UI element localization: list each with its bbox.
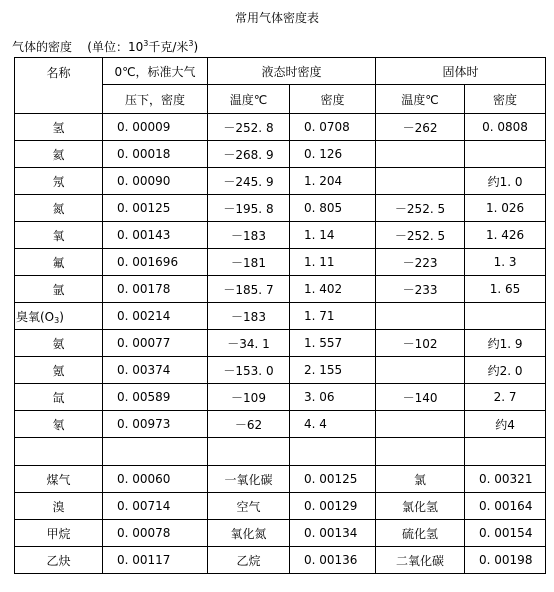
table-row xyxy=(15,520,546,547)
header-std-line2: 压下，密度 xyxy=(103,85,208,114)
table-row xyxy=(15,357,546,384)
table-row xyxy=(15,249,546,276)
unit-exponent-2: 3 xyxy=(188,39,194,48)
unit-caption-prefix: 气体的密度 (单位：10 xyxy=(12,40,144,54)
gas-name: 氮 xyxy=(15,195,103,222)
table-row xyxy=(15,276,546,303)
unit-exponent: 3 xyxy=(143,39,149,48)
solid-temp: －262 xyxy=(376,114,465,141)
gas-name: 硫化氢 xyxy=(376,520,465,547)
solid-temp: －223 xyxy=(376,249,465,276)
gas-name: 一氧化碳 xyxy=(208,466,290,493)
gas-name: 氩 xyxy=(15,276,103,303)
gas-density: 0. 00060 xyxy=(103,466,208,493)
liquid-density: 0. 0708 xyxy=(290,114,376,141)
gas-name: 氢 xyxy=(15,114,103,141)
gas-name: 甲烷 xyxy=(15,520,103,547)
gas-density: 0. 00198 xyxy=(465,547,546,574)
unit-caption xyxy=(12,38,198,55)
liquid-temp: －109 xyxy=(208,384,290,411)
header-liquid-temp: 温度℃ xyxy=(208,85,290,114)
gas-name: 氯 xyxy=(376,466,465,493)
gas-density: 0. 00078 xyxy=(103,520,208,547)
table-row xyxy=(15,466,546,493)
liquid-density: 1. 14 xyxy=(290,222,376,249)
liquid-temp: －34. 1 xyxy=(208,330,290,357)
liquid-density: 4. 4 xyxy=(290,411,376,438)
ozone-suffix: ) xyxy=(59,309,64,324)
gas-density: 0. 00125 xyxy=(290,466,376,493)
table-row xyxy=(15,168,546,195)
solid-temp xyxy=(376,303,465,330)
header-liquid: 液态时密度 xyxy=(208,58,376,85)
unit-caption-suffix: ) xyxy=(193,40,199,54)
gas-name: 氟 xyxy=(15,249,103,276)
page-title: 常用气体密度表 xyxy=(234,11,319,25)
std-density: 0. 00143 xyxy=(103,222,208,249)
std-density: 0. 00214 xyxy=(103,303,208,330)
gas-name: 氦 xyxy=(15,141,103,168)
solid-temp xyxy=(376,141,465,168)
solid-density: 约1. 0 xyxy=(465,168,546,195)
liquid-temp: －185. 7 xyxy=(208,276,290,303)
liquid-temp: －195. 8 xyxy=(208,195,290,222)
empty-cell xyxy=(15,438,103,466)
gas-name: 氧 xyxy=(15,222,103,249)
table-row xyxy=(15,411,546,438)
solid-temp xyxy=(376,357,465,384)
liquid-density: 1. 557 xyxy=(290,330,376,357)
gas-density: 0. 00164 xyxy=(465,493,546,520)
gas-density: 0. 00136 xyxy=(290,547,376,574)
gas-name: 氖 xyxy=(15,168,103,195)
liquid-density: 1. 402 xyxy=(290,276,376,303)
gas-density-table xyxy=(14,57,546,574)
table-row xyxy=(15,384,546,411)
liquid-density: 3. 06 xyxy=(290,384,376,411)
gas-name: 乙烷 xyxy=(208,547,290,574)
liquid-temp: －252. 8 xyxy=(208,114,290,141)
empty-cell xyxy=(465,438,546,466)
std-density: 0. 00973 xyxy=(103,411,208,438)
gas-name: 氡 xyxy=(15,411,103,438)
liquid-temp: －183 xyxy=(208,303,290,330)
table-row xyxy=(15,141,546,168)
gas-name: 乙炔 xyxy=(15,547,103,574)
gas-name: 二氧化碳 xyxy=(376,547,465,574)
gas-density: 0. 00129 xyxy=(290,493,376,520)
table-row xyxy=(15,195,546,222)
table-row xyxy=(15,493,546,520)
solid-density: 约2. 0 xyxy=(465,357,546,384)
header-solid-density: 密度 xyxy=(465,85,546,114)
solid-density: 约1. 9 xyxy=(465,330,546,357)
empty-cell xyxy=(376,438,465,466)
gas-name: 氧化氮 xyxy=(208,520,290,547)
solid-density xyxy=(465,141,546,168)
gas-name: 氙 xyxy=(15,384,103,411)
gas-name: 煤气 xyxy=(15,466,103,493)
solid-temp xyxy=(376,168,465,195)
gas-name: 氪 xyxy=(15,357,103,384)
std-density: 0. 00090 xyxy=(103,168,208,195)
solid-density: 1. 65 xyxy=(465,276,546,303)
empty-cell xyxy=(103,438,208,466)
liquid-density: 1. 204 xyxy=(290,168,376,195)
gas-name xyxy=(15,303,103,330)
liquid-temp: －183 xyxy=(208,222,290,249)
gas-density: 0. 00117 xyxy=(103,547,208,574)
std-density: 0. 00178 xyxy=(103,276,208,303)
table-row xyxy=(15,222,546,249)
liquid-density: 1. 11 xyxy=(290,249,376,276)
header-solid: 固体时 xyxy=(376,58,546,85)
solid-temp: －233 xyxy=(376,276,465,303)
header-liquid-density: 密度 xyxy=(290,85,376,114)
table-row xyxy=(15,303,546,330)
gas-density: 0. 00154 xyxy=(465,520,546,547)
liquid-density: 1. 71 xyxy=(290,303,376,330)
std-density: 0. 00374 xyxy=(103,357,208,384)
liquid-density: 2. 155 xyxy=(290,357,376,384)
header-name: 名称 xyxy=(15,58,103,114)
header-row-1 xyxy=(15,58,546,85)
liquid-density: 0. 805 xyxy=(290,195,376,222)
header-std-line1: 0℃，标准大气 xyxy=(103,58,208,85)
solid-temp xyxy=(376,411,465,438)
liquid-temp: －181 xyxy=(208,249,290,276)
gas-density: 0. 00714 xyxy=(103,493,208,520)
std-density: 0. 00125 xyxy=(103,195,208,222)
std-density: 0. 00009 xyxy=(103,114,208,141)
solid-density: 0. 0808 xyxy=(465,114,546,141)
solid-density: 2. 7 xyxy=(465,384,546,411)
std-density: 0. 00589 xyxy=(103,384,208,411)
empty-cell xyxy=(208,438,290,466)
std-density: 0. 00018 xyxy=(103,141,208,168)
solid-temp: －252. 5 xyxy=(376,195,465,222)
ozone-subscript: 3 xyxy=(54,315,60,325)
table-row xyxy=(15,114,546,141)
gas-name: 氨 xyxy=(15,330,103,357)
solid-density xyxy=(465,303,546,330)
solid-density: 1. 3 xyxy=(465,249,546,276)
gas-name: 氯化氢 xyxy=(376,493,465,520)
empty-cell xyxy=(290,438,376,466)
liquid-temp: －245. 9 xyxy=(208,168,290,195)
spacer-row xyxy=(15,438,546,466)
std-density: 0. 001696 xyxy=(103,249,208,276)
liquid-temp: －153. 0 xyxy=(208,357,290,384)
solid-temp: －140 xyxy=(376,384,465,411)
liquid-density: 0. 126 xyxy=(290,141,376,168)
unit-caption-mid: 千克/米 xyxy=(148,40,189,54)
solid-temp: －252. 5 xyxy=(376,222,465,249)
gas-name: 空气 xyxy=(208,493,290,520)
gas-name: 溴 xyxy=(15,493,103,520)
solid-temp: －102 xyxy=(376,330,465,357)
solid-density: 1. 426 xyxy=(465,222,546,249)
header-solid-temp: 温度℃ xyxy=(376,85,465,114)
table-row xyxy=(15,547,546,574)
gas-density: 0. 00134 xyxy=(290,520,376,547)
gas-density: 0. 00321 xyxy=(465,466,546,493)
solid-density: 约4 xyxy=(465,411,546,438)
ozone-prefix: 臭氧(O xyxy=(16,309,55,324)
std-density: 0. 00077 xyxy=(103,330,208,357)
liquid-temp: －62 xyxy=(208,411,290,438)
solid-density: 1. 026 xyxy=(465,195,546,222)
liquid-temp: －268. 9 xyxy=(208,141,290,168)
table-row xyxy=(15,330,546,357)
